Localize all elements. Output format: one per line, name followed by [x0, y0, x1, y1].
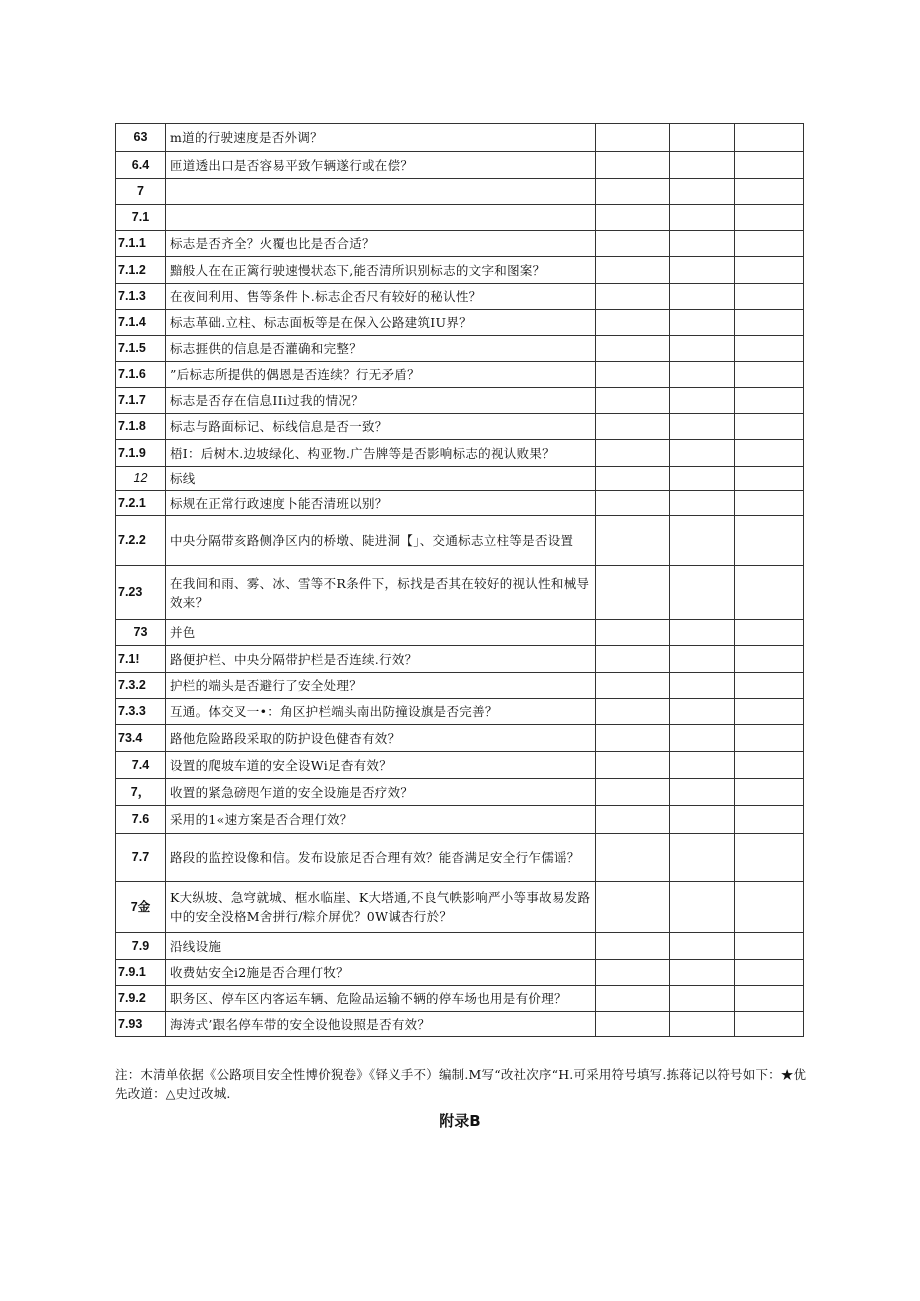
- item-description: ”后标志所提供的偶恩是否连续？行无矛盾？: [166, 362, 596, 388]
- check-cell[interactable]: [596, 646, 670, 673]
- check-cell[interactable]: [670, 231, 735, 257]
- check-cell[interactable]: [596, 1012, 670, 1037]
- check-cell[interactable]: [735, 673, 804, 699]
- check-cell[interactable]: [670, 336, 735, 362]
- table-row: [116, 779, 804, 806]
- item-number: 7.9.2: [116, 986, 166, 1012]
- table-row: [116, 986, 804, 1012]
- check-cell[interactable]: [670, 284, 735, 310]
- table-row: [116, 310, 804, 336]
- table-row: [116, 620, 804, 646]
- table-row: [116, 960, 804, 986]
- item-number: 73: [116, 620, 166, 646]
- item-description: 标志与路面标记、标线信息是否一致？: [166, 414, 596, 440]
- check-cell[interactable]: [596, 310, 670, 336]
- item-number: 7.1.5: [116, 336, 166, 362]
- check-cell[interactable]: [735, 284, 804, 310]
- table-row: [116, 516, 804, 566]
- check-cell[interactable]: [670, 467, 735, 491]
- item-description: 路便护栏、中央分隔带护栏是否连续.行效？: [166, 646, 596, 673]
- check-cell[interactable]: [596, 231, 670, 257]
- table-row: [116, 231, 804, 257]
- item-number: 7.23: [116, 566, 166, 620]
- check-cell[interactable]: [596, 620, 670, 646]
- table-footnote: 注：木清单依据《公路项目安全性博价猊卷》《铎义手不）编制.M写“改社次序“H.可采用符号填写.拣蒋记以符号如下：★优先改道：△史过改城.: [115, 1067, 807, 1101]
- check-cell[interactable]: [596, 388, 670, 414]
- check-cell[interactable]: [670, 620, 735, 646]
- check-cell[interactable]: [735, 257, 804, 284]
- appendix-heading: 附录B: [439, 1112, 481, 1130]
- check-cell[interactable]: [596, 779, 670, 806]
- check-cell[interactable]: [735, 646, 804, 673]
- table-row: [116, 440, 804, 467]
- check-cell[interactable]: [735, 414, 804, 440]
- check-cell[interactable]: [670, 725, 735, 752]
- check-cell[interactable]: [735, 310, 804, 336]
- check-cell[interactable]: [670, 699, 735, 725]
- item-description: 在我间和雨、雾、冰、雪等不R条件下，标找是否其在较好的视认性和械导效来？: [166, 566, 596, 620]
- item-description: 并色: [166, 620, 596, 646]
- item-number: 63: [116, 124, 166, 152]
- check-cell[interactable]: [735, 362, 804, 388]
- table-row: [116, 491, 804, 516]
- check-cell[interactable]: [596, 414, 670, 440]
- item-description: 路他危险路段采取的防护设色健杳有效？: [166, 725, 596, 752]
- check-cell[interactable]: [596, 336, 670, 362]
- check-cell[interactable]: [670, 566, 735, 620]
- item-number: 7.4: [116, 752, 166, 779]
- item-number: 7.1.9: [116, 440, 166, 467]
- check-cell[interactable]: [735, 1012, 804, 1037]
- item-number: 7.3.3: [116, 699, 166, 725]
- check-cell[interactable]: [735, 882, 804, 933]
- check-cell[interactable]: [596, 516, 670, 566]
- item-number: 7.9: [116, 933, 166, 960]
- table-row: [116, 752, 804, 779]
- item-number: 7.2.2: [116, 516, 166, 566]
- table-row: [116, 257, 804, 284]
- check-cell[interactable]: [670, 124, 735, 152]
- check-cell[interactable]: [670, 205, 735, 231]
- item-description: 海涛式’跟名停车带的安全设他设照是否有效？: [166, 1012, 596, 1037]
- check-cell[interactable]: [670, 752, 735, 779]
- check-cell[interactable]: [596, 699, 670, 725]
- check-cell[interactable]: [735, 699, 804, 725]
- checklist-table: [115, 123, 804, 1037]
- check-cell[interactable]: [670, 388, 735, 414]
- check-cell[interactable]: [735, 336, 804, 362]
- item-description: 黯般人在在正篱行驶速慢状态下,能否清所识别标志的文字和图案？: [166, 257, 596, 284]
- item-description: 职务区、停车区内客运车辆、危险品运输不辆的停车场也用是有价理？: [166, 986, 596, 1012]
- check-cell[interactable]: [596, 179, 670, 205]
- item-number: 7.1.2: [116, 257, 166, 284]
- check-cell[interactable]: [735, 152, 804, 179]
- table-row: [116, 284, 804, 310]
- check-cell[interactable]: [735, 124, 804, 152]
- check-cell[interactable]: [735, 806, 804, 834]
- item-description: 标志革础.立柱、标志面板等是在保入公路建筑IU界？: [166, 310, 596, 336]
- check-cell[interactable]: [735, 960, 804, 986]
- check-cell[interactable]: [735, 179, 804, 205]
- check-cell[interactable]: [596, 986, 670, 1012]
- item-number: 7.2.1: [116, 491, 166, 516]
- item-description: 匝道透出口是否容易平致乍辆遂行或在偿？: [166, 152, 596, 179]
- check-cell[interactable]: [670, 179, 735, 205]
- item-description: m道的行驶速度是否外调？: [166, 124, 596, 152]
- item-number: 73.4: [116, 725, 166, 752]
- check-cell[interactable]: [735, 933, 804, 960]
- item-number: 7.6: [116, 806, 166, 834]
- check-cell[interactable]: [670, 440, 735, 467]
- check-cell[interactable]: [670, 986, 735, 1012]
- item-number: 7.1.3: [116, 284, 166, 310]
- item-number: 7: [116, 179, 166, 205]
- check-cell[interactable]: [596, 362, 670, 388]
- check-cell[interactable]: [735, 620, 804, 646]
- check-cell[interactable]: [670, 882, 735, 933]
- item-number: 7.7: [116, 834, 166, 882]
- item-description: [166, 179, 596, 205]
- item-number: 7.1.6: [116, 362, 166, 388]
- check-cell[interactable]: [735, 752, 804, 779]
- check-cell[interactable]: [735, 205, 804, 231]
- check-cell[interactable]: [596, 467, 670, 491]
- item-number: 7.1!: [116, 646, 166, 673]
- check-cell[interactable]: [735, 516, 804, 566]
- check-cell[interactable]: [735, 725, 804, 752]
- check-cell[interactable]: [670, 1012, 735, 1037]
- check-cell[interactable]: [596, 752, 670, 779]
- check-cell[interactable]: [735, 467, 804, 491]
- check-cell[interactable]: [596, 152, 670, 179]
- table-row: [116, 1012, 804, 1037]
- check-cell[interactable]: [735, 440, 804, 467]
- check-cell[interactable]: [735, 231, 804, 257]
- check-cell[interactable]: [596, 284, 670, 310]
- table-row: [116, 205, 804, 231]
- table-row: [116, 673, 804, 699]
- item-description: 路段的监控设像和信。发布设旅足否合理有效？能沓满足安全行乍儒谣？: [166, 834, 596, 882]
- table-row: [116, 179, 804, 205]
- check-cell[interactable]: [596, 806, 670, 834]
- checklist-body: [116, 124, 804, 1037]
- item-description: K大纵坡、急穹就城、框水临崖、K大塔通,不良气帙影响严小等事故易发路中的安全没格M舍拼行/粽介屏优？0W𫍯杏行於？: [166, 882, 596, 933]
- check-cell[interactable]: [596, 491, 670, 516]
- table-row: [116, 806, 804, 834]
- check-cell[interactable]: [596, 834, 670, 882]
- check-cell[interactable]: [670, 806, 735, 834]
- item-number: 7金: [116, 882, 166, 933]
- check-cell[interactable]: [596, 205, 670, 231]
- check-cell[interactable]: [596, 566, 670, 620]
- check-cell[interactable]: [670, 646, 735, 673]
- item-number: 7.3.2: [116, 673, 166, 699]
- item-description: 在夜间利用、售等条件卜.标志企否尺有较好的秘认性？: [166, 284, 596, 310]
- item-description: 标志捱供的信息是否灌确和完整？: [166, 336, 596, 362]
- table-row: [116, 336, 804, 362]
- check-cell[interactable]: [735, 491, 804, 516]
- check-cell[interactable]: [596, 673, 670, 699]
- table-row: [116, 414, 804, 440]
- check-cell[interactable]: [670, 960, 735, 986]
- table-row: [116, 467, 804, 491]
- check-cell[interactable]: [735, 779, 804, 806]
- table-row: [116, 646, 804, 673]
- item-description: 沿线设施: [166, 933, 596, 960]
- item-number: 7.1.7: [116, 388, 166, 414]
- table-row: [116, 388, 804, 414]
- check-cell[interactable]: [670, 491, 735, 516]
- table-row: [116, 362, 804, 388]
- item-description: 收置的紧急磅咫乍道的安全设施是否疗效？: [166, 779, 596, 806]
- table-row: [116, 834, 804, 882]
- table-row: [116, 566, 804, 620]
- check-cell[interactable]: [670, 673, 735, 699]
- item-description: 梧I：后树木.边坡绿化、构亚物.广告牌等是否影响标志的视认败果？: [166, 440, 596, 467]
- check-cell[interactable]: [670, 516, 735, 566]
- item-description: 标志是否存在信息IIi过我的情况？: [166, 388, 596, 414]
- check-cell[interactable]: [670, 257, 735, 284]
- check-cell[interactable]: [596, 725, 670, 752]
- item-number: 7.1.4: [116, 310, 166, 336]
- table-row: [116, 725, 804, 752]
- item-number: 7，: [116, 779, 166, 806]
- table-row: [116, 699, 804, 725]
- check-cell[interactable]: [670, 152, 735, 179]
- check-cell[interactable]: [670, 414, 735, 440]
- table-row: [116, 152, 804, 179]
- item-number: 12: [116, 467, 166, 491]
- item-number: 7.1: [116, 205, 166, 231]
- item-description: 收费姑安全i2施是否合理仃牧？: [166, 960, 596, 986]
- item-number: 6.4: [116, 152, 166, 179]
- item-description: 标规在正常行政速度卜能否清班以别？: [166, 491, 596, 516]
- check-cell[interactable]: [670, 362, 735, 388]
- item-number: 7.93: [116, 1012, 166, 1037]
- check-cell[interactable]: [596, 124, 670, 152]
- table-row: [116, 882, 804, 933]
- check-cell[interactable]: [735, 834, 804, 882]
- item-number: 7.1.1: [116, 231, 166, 257]
- check-cell[interactable]: [596, 960, 670, 986]
- item-number: 7.1.8: [116, 414, 166, 440]
- check-cell[interactable]: [596, 440, 670, 467]
- table-row: [116, 124, 804, 152]
- item-description: 护栏的端头是否避行了安全处理？: [166, 673, 596, 699]
- item-description: [166, 205, 596, 231]
- table-row: [116, 933, 804, 960]
- check-cell[interactable]: [735, 986, 804, 1012]
- check-cell[interactable]: [670, 834, 735, 882]
- item-description: 标志是否齐全？火覆也比是否合适？: [166, 231, 596, 257]
- check-cell[interactable]: [670, 933, 735, 960]
- check-cell[interactable]: [735, 566, 804, 620]
- item-description: 采用的1«速方案是否合理仃效？: [166, 806, 596, 834]
- check-cell[interactable]: [670, 310, 735, 336]
- item-description: 互通。体交叉一•：角区护栏端头南出防撞设旗是否完善？: [166, 699, 596, 725]
- check-cell[interactable]: [596, 882, 670, 933]
- check-cell[interactable]: [670, 779, 735, 806]
- check-cell[interactable]: [596, 933, 670, 960]
- item-number: 7.9.1: [116, 960, 166, 986]
- item-description: 中央分隔带亥路侧净区内的桥墩、陡进洞【」、交通标志立柱等是否设置: [166, 516, 596, 566]
- check-cell[interactable]: [596, 257, 670, 284]
- check-cell[interactable]: [735, 388, 804, 414]
- item-description: 设置的爬坡车道的安全设Wi足杳有效？: [166, 752, 596, 779]
- item-description: 标线: [166, 467, 596, 491]
